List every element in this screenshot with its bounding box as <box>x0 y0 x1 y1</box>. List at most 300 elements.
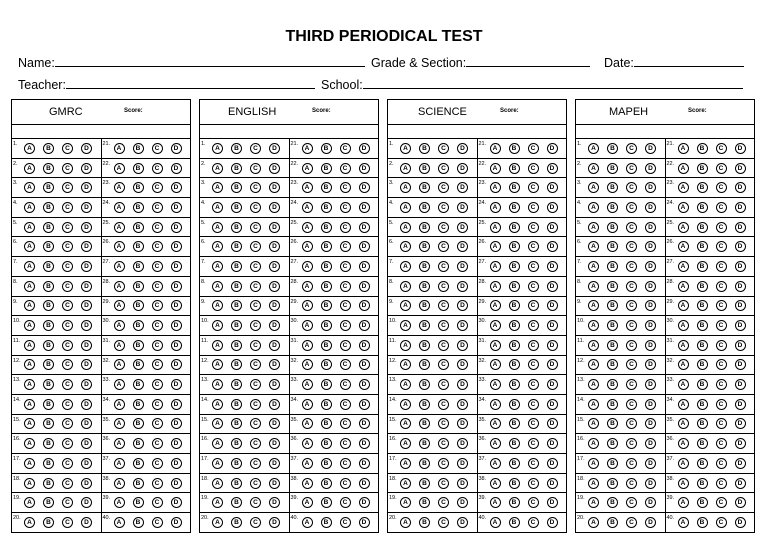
choice-bubble-c[interactable]: C <box>62 163 73 174</box>
choice-bubble-a[interactable]: A <box>490 478 501 489</box>
choice-bubble-d[interactable]: D <box>269 458 280 469</box>
choice-bubble-b[interactable]: B <box>419 241 430 252</box>
choice-bubble-b[interactable]: B <box>231 517 242 528</box>
choice-bubble-a[interactable]: A <box>490 379 501 390</box>
choice-bubble-a[interactable]: A <box>400 517 411 528</box>
choice-bubble-c[interactable]: C <box>438 202 449 213</box>
choice-bubble-d[interactable]: D <box>81 143 92 154</box>
choice-bubble-b[interactable]: B <box>321 182 332 193</box>
choice-bubble-b[interactable]: B <box>321 320 332 331</box>
choice-bubble-d[interactable]: D <box>735 163 746 174</box>
choice-bubble-d[interactable]: D <box>457 438 468 449</box>
choice-bubble-a[interactable]: A <box>212 300 223 311</box>
choice-bubble-a[interactable]: A <box>678 281 689 292</box>
choice-bubble-c[interactable]: C <box>716 478 727 489</box>
choice-bubble-a[interactable]: A <box>114 438 125 449</box>
choice-bubble-b[interactable]: B <box>43 300 54 311</box>
choice-bubble-b[interactable]: B <box>509 300 520 311</box>
choice-bubble-d[interactable]: D <box>81 478 92 489</box>
choice-bubble-a[interactable]: A <box>114 143 125 154</box>
choice-bubble-a[interactable]: A <box>588 517 599 528</box>
choice-bubble-c[interactable]: C <box>528 300 539 311</box>
choice-bubble-c[interactable]: C <box>340 497 351 508</box>
choice-bubble-b[interactable]: B <box>697 340 708 351</box>
choice-bubble-a[interactable]: A <box>114 202 125 213</box>
choice-bubble-b[interactable]: B <box>133 418 144 429</box>
choice-bubble-b[interactable]: B <box>419 182 430 193</box>
choice-bubble-b[interactable]: B <box>697 359 708 370</box>
choice-bubble-d[interactable]: D <box>81 517 92 528</box>
choice-bubble-b[interactable]: B <box>133 478 144 489</box>
choice-bubble-a[interactable]: A <box>400 320 411 331</box>
choice-bubble-b[interactable]: B <box>133 241 144 252</box>
choice-bubble-a[interactable]: A <box>400 399 411 410</box>
choice-bubble-b[interactable]: B <box>133 182 144 193</box>
choice-bubble-c[interactable]: C <box>528 379 539 390</box>
choice-bubble-b[interactable]: B <box>607 320 618 331</box>
choice-bubble-d[interactable]: D <box>457 202 468 213</box>
choice-bubble-b[interactable]: B <box>509 241 520 252</box>
choice-bubble-d[interactable]: D <box>171 281 182 292</box>
choice-bubble-a[interactable]: A <box>212 418 223 429</box>
choice-bubble-a[interactable]: A <box>212 163 223 174</box>
choice-bubble-d[interactable]: D <box>359 379 370 390</box>
choice-bubble-d[interactable]: D <box>547 300 558 311</box>
choice-bubble-d[interactable]: D <box>359 163 370 174</box>
choice-bubble-b[interactable]: B <box>133 399 144 410</box>
choice-bubble-d[interactable]: D <box>645 438 656 449</box>
choice-bubble-c[interactable]: C <box>62 438 73 449</box>
choice-bubble-a[interactable]: A <box>302 163 313 174</box>
choice-bubble-d[interactable]: D <box>735 438 746 449</box>
score-field[interactable] <box>12 125 190 139</box>
choice-bubble-d[interactable]: D <box>269 202 280 213</box>
choice-bubble-d[interactable]: D <box>81 359 92 370</box>
choice-bubble-d[interactable]: D <box>547 320 558 331</box>
choice-bubble-b[interactable]: B <box>697 143 708 154</box>
choice-bubble-b[interactable]: B <box>43 202 54 213</box>
choice-bubble-c[interactable]: C <box>626 458 637 469</box>
choice-bubble-b[interactable]: B <box>419 478 430 489</box>
choice-bubble-a[interactable]: A <box>212 202 223 213</box>
choice-bubble-d[interactable]: D <box>645 222 656 233</box>
choice-bubble-d[interactable]: D <box>81 222 92 233</box>
choice-bubble-d[interactable]: D <box>269 222 280 233</box>
choice-bubble-d[interactable]: D <box>645 517 656 528</box>
choice-bubble-b[interactable]: B <box>607 438 618 449</box>
choice-bubble-b[interactable]: B <box>697 261 708 272</box>
choice-bubble-d[interactable]: D <box>359 143 370 154</box>
choice-bubble-c[interactable]: C <box>438 320 449 331</box>
choice-bubble-b[interactable]: B <box>231 418 242 429</box>
choice-bubble-d[interactable]: D <box>81 320 92 331</box>
choice-bubble-a[interactable]: A <box>212 359 223 370</box>
choice-bubble-b[interactable]: B <box>231 438 242 449</box>
choice-bubble-b[interactable]: B <box>419 163 430 174</box>
choice-bubble-c[interactable]: C <box>340 300 351 311</box>
choice-bubble-d[interactable]: D <box>547 340 558 351</box>
choice-bubble-d[interactable]: D <box>547 222 558 233</box>
choice-bubble-d[interactable]: D <box>269 241 280 252</box>
choice-bubble-a[interactable]: A <box>302 261 313 272</box>
choice-bubble-c[interactable]: C <box>438 241 449 252</box>
choice-bubble-b[interactable]: B <box>231 281 242 292</box>
choice-bubble-b[interactable]: B <box>697 182 708 193</box>
choice-bubble-d[interactable]: D <box>81 399 92 410</box>
choice-bubble-c[interactable]: C <box>62 458 73 469</box>
choice-bubble-c[interactable]: C <box>340 241 351 252</box>
choice-bubble-b[interactable]: B <box>509 478 520 489</box>
choice-bubble-c[interactable]: C <box>250 202 261 213</box>
choice-bubble-d[interactable]: D <box>457 359 468 370</box>
choice-bubble-d[interactable]: D <box>359 222 370 233</box>
choice-bubble-c[interactable]: C <box>62 261 73 272</box>
choice-bubble-b[interactable]: B <box>133 379 144 390</box>
choice-bubble-b[interactable]: B <box>509 281 520 292</box>
choice-bubble-b[interactable]: B <box>133 202 144 213</box>
choice-bubble-b[interactable]: B <box>321 241 332 252</box>
choice-bubble-d[interactable]: D <box>81 182 92 193</box>
choice-bubble-a[interactable]: A <box>302 458 313 469</box>
choice-bubble-c[interactable]: C <box>528 143 539 154</box>
choice-bubble-c[interactable]: C <box>250 438 261 449</box>
choice-bubble-a[interactable]: A <box>114 517 125 528</box>
choice-bubble-c[interactable]: C <box>528 478 539 489</box>
choice-bubble-c[interactable]: C <box>152 458 163 469</box>
choice-bubble-a[interactable]: A <box>24 418 35 429</box>
choice-bubble-c[interactable]: C <box>340 478 351 489</box>
choice-bubble-a[interactable]: A <box>212 261 223 272</box>
choice-bubble-b[interactable]: B <box>321 379 332 390</box>
choice-bubble-d[interactable]: D <box>457 182 468 193</box>
choice-bubble-d[interactable]: D <box>171 517 182 528</box>
choice-bubble-a[interactable]: A <box>678 478 689 489</box>
choice-bubble-b[interactable]: B <box>697 300 708 311</box>
choice-bubble-b[interactable]: B <box>697 418 708 429</box>
choice-bubble-b[interactable]: B <box>43 458 54 469</box>
choice-bubble-d[interactable]: D <box>171 143 182 154</box>
choice-bubble-d[interactable]: D <box>81 340 92 351</box>
choice-bubble-b[interactable]: B <box>509 202 520 213</box>
choice-bubble-a[interactable]: A <box>490 222 501 233</box>
choice-bubble-a[interactable]: A <box>490 320 501 331</box>
choice-bubble-a[interactable]: A <box>490 261 501 272</box>
choice-bubble-c[interactable]: C <box>626 340 637 351</box>
choice-bubble-a[interactable]: A <box>302 222 313 233</box>
choice-bubble-a[interactable]: A <box>24 261 35 272</box>
choice-bubble-b[interactable]: B <box>607 300 618 311</box>
choice-bubble-d[interactable]: D <box>269 478 280 489</box>
choice-bubble-a[interactable]: A <box>114 300 125 311</box>
choice-bubble-c[interactable]: C <box>62 320 73 331</box>
choice-bubble-d[interactable]: D <box>547 379 558 390</box>
choice-bubble-a[interactable]: A <box>400 222 411 233</box>
choice-bubble-c[interactable]: C <box>250 143 261 154</box>
choice-bubble-b[interactable]: B <box>419 379 430 390</box>
choice-bubble-b[interactable]: B <box>419 458 430 469</box>
choice-bubble-b[interactable]: B <box>509 143 520 154</box>
choice-bubble-b[interactable]: B <box>43 241 54 252</box>
choice-bubble-a[interactable]: A <box>24 399 35 410</box>
choice-bubble-c[interactable]: C <box>528 163 539 174</box>
choice-bubble-a[interactable]: A <box>678 163 689 174</box>
choice-bubble-a[interactable]: A <box>302 497 313 508</box>
choice-bubble-c[interactable]: C <box>626 281 637 292</box>
grade-section-field[interactable] <box>466 54 590 67</box>
choice-bubble-d[interactable]: D <box>359 418 370 429</box>
choice-bubble-c[interactable]: C <box>152 399 163 410</box>
choice-bubble-d[interactable]: D <box>171 202 182 213</box>
choice-bubble-b[interactable]: B <box>607 379 618 390</box>
choice-bubble-b[interactable]: B <box>419 340 430 351</box>
choice-bubble-a[interactable]: A <box>302 300 313 311</box>
choice-bubble-b[interactable]: B <box>43 438 54 449</box>
choice-bubble-c[interactable]: C <box>626 399 637 410</box>
choice-bubble-a[interactable]: A <box>24 300 35 311</box>
choice-bubble-a[interactable]: A <box>302 143 313 154</box>
choice-bubble-b[interactable]: B <box>321 340 332 351</box>
choice-bubble-c[interactable]: C <box>438 478 449 489</box>
choice-bubble-d[interactable]: D <box>547 359 558 370</box>
choice-bubble-d[interactable]: D <box>269 517 280 528</box>
choice-bubble-c[interactable]: C <box>152 497 163 508</box>
choice-bubble-a[interactable]: A <box>678 418 689 429</box>
choice-bubble-c[interactable]: C <box>250 241 261 252</box>
choice-bubble-a[interactable]: A <box>490 300 501 311</box>
choice-bubble-c[interactable]: C <box>716 182 727 193</box>
choice-bubble-c[interactable]: C <box>152 281 163 292</box>
choice-bubble-b[interactable]: B <box>509 379 520 390</box>
choice-bubble-b[interactable]: B <box>133 281 144 292</box>
choice-bubble-d[interactable]: D <box>269 163 280 174</box>
choice-bubble-d[interactable]: D <box>735 478 746 489</box>
choice-bubble-d[interactable]: D <box>457 320 468 331</box>
choice-bubble-d[interactable]: D <box>269 497 280 508</box>
choice-bubble-b[interactable]: B <box>231 222 242 233</box>
choice-bubble-b[interactable]: B <box>133 320 144 331</box>
choice-bubble-c[interactable]: C <box>626 163 637 174</box>
choice-bubble-d[interactable]: D <box>269 418 280 429</box>
choice-bubble-d[interactable]: D <box>735 320 746 331</box>
choice-bubble-b[interactable]: B <box>419 300 430 311</box>
choice-bubble-b[interactable]: B <box>697 379 708 390</box>
choice-bubble-a[interactable]: A <box>678 359 689 370</box>
choice-bubble-c[interactable]: C <box>152 418 163 429</box>
choice-bubble-c[interactable]: C <box>62 497 73 508</box>
choice-bubble-c[interactable]: C <box>62 340 73 351</box>
choice-bubble-c[interactable]: C <box>438 261 449 272</box>
choice-bubble-c[interactable]: C <box>528 261 539 272</box>
choice-bubble-c[interactable]: C <box>716 438 727 449</box>
choice-bubble-d[interactable]: D <box>171 182 182 193</box>
teacher-field[interactable] <box>66 76 315 89</box>
choice-bubble-c[interactable]: C <box>152 340 163 351</box>
choice-bubble-b[interactable]: B <box>419 517 430 528</box>
choice-bubble-d[interactable]: D <box>171 241 182 252</box>
choice-bubble-d[interactable]: D <box>171 438 182 449</box>
choice-bubble-c[interactable]: C <box>438 399 449 410</box>
choice-bubble-d[interactable]: D <box>269 340 280 351</box>
score-field[interactable] <box>576 125 754 139</box>
choice-bubble-a[interactable]: A <box>490 399 501 410</box>
choice-bubble-c[interactable]: C <box>340 438 351 449</box>
choice-bubble-b[interactable]: B <box>607 340 618 351</box>
choice-bubble-c[interactable]: C <box>626 478 637 489</box>
choice-bubble-c[interactable]: C <box>62 143 73 154</box>
choice-bubble-d[interactable]: D <box>81 379 92 390</box>
choice-bubble-b[interactable]: B <box>231 143 242 154</box>
choice-bubble-d[interactable]: D <box>735 418 746 429</box>
choice-bubble-d[interactable]: D <box>547 202 558 213</box>
choice-bubble-b[interactable]: B <box>43 359 54 370</box>
choice-bubble-a[interactable]: A <box>302 379 313 390</box>
choice-bubble-a[interactable]: A <box>400 418 411 429</box>
choice-bubble-c[interactable]: C <box>250 478 261 489</box>
choice-bubble-c[interactable]: C <box>340 320 351 331</box>
choice-bubble-b[interactable]: B <box>231 320 242 331</box>
choice-bubble-c[interactable]: C <box>340 182 351 193</box>
choice-bubble-d[interactable]: D <box>359 182 370 193</box>
choice-bubble-d[interactable]: D <box>645 399 656 410</box>
choice-bubble-b[interactable]: B <box>607 497 618 508</box>
choice-bubble-b[interactable]: B <box>697 163 708 174</box>
choice-bubble-c[interactable]: C <box>528 320 539 331</box>
choice-bubble-b[interactable]: B <box>419 438 430 449</box>
choice-bubble-c[interactable]: C <box>152 478 163 489</box>
choice-bubble-b[interactable]: B <box>419 281 430 292</box>
choice-bubble-a[interactable]: A <box>24 222 35 233</box>
choice-bubble-d[interactable]: D <box>269 143 280 154</box>
choice-bubble-a[interactable]: A <box>400 281 411 292</box>
choice-bubble-a[interactable]: A <box>490 182 501 193</box>
choice-bubble-a[interactable]: A <box>24 458 35 469</box>
choice-bubble-c[interactable]: C <box>340 202 351 213</box>
choice-bubble-c[interactable]: C <box>716 241 727 252</box>
choice-bubble-a[interactable]: A <box>588 438 599 449</box>
choice-bubble-c[interactable]: C <box>250 320 261 331</box>
choice-bubble-b[interactable]: B <box>43 497 54 508</box>
choice-bubble-a[interactable]: A <box>588 261 599 272</box>
choice-bubble-c[interactable]: C <box>438 143 449 154</box>
choice-bubble-b[interactable]: B <box>321 143 332 154</box>
choice-bubble-c[interactable]: C <box>250 163 261 174</box>
choice-bubble-c[interactable]: C <box>250 300 261 311</box>
choice-bubble-c[interactable]: C <box>626 222 637 233</box>
choice-bubble-a[interactable]: A <box>302 478 313 489</box>
choice-bubble-b[interactable]: B <box>419 497 430 508</box>
choice-bubble-d[interactable]: D <box>735 379 746 390</box>
choice-bubble-b[interactable]: B <box>509 497 520 508</box>
choice-bubble-b[interactable]: B <box>321 438 332 449</box>
choice-bubble-a[interactable]: A <box>588 300 599 311</box>
choice-bubble-b[interactable]: B <box>509 320 520 331</box>
choice-bubble-b[interactable]: B <box>321 497 332 508</box>
choice-bubble-c[interactable]: C <box>340 163 351 174</box>
choice-bubble-a[interactable]: A <box>24 163 35 174</box>
choice-bubble-a[interactable]: A <box>212 438 223 449</box>
choice-bubble-c[interactable]: C <box>340 399 351 410</box>
choice-bubble-a[interactable]: A <box>400 261 411 272</box>
choice-bubble-c[interactable]: C <box>438 359 449 370</box>
choice-bubble-d[interactable]: D <box>269 182 280 193</box>
choice-bubble-d[interactable]: D <box>735 281 746 292</box>
choice-bubble-a[interactable]: A <box>114 241 125 252</box>
choice-bubble-b[interactable]: B <box>43 379 54 390</box>
choice-bubble-c[interactable]: C <box>438 281 449 292</box>
choice-bubble-a[interactable]: A <box>24 359 35 370</box>
choice-bubble-a[interactable]: A <box>114 478 125 489</box>
choice-bubble-b[interactable]: B <box>231 202 242 213</box>
choice-bubble-b[interactable]: B <box>607 241 618 252</box>
choice-bubble-a[interactable]: A <box>490 458 501 469</box>
choice-bubble-b[interactable]: B <box>697 202 708 213</box>
choice-bubble-a[interactable]: A <box>24 340 35 351</box>
choice-bubble-d[interactable]: D <box>735 182 746 193</box>
choice-bubble-c[interactable]: C <box>62 281 73 292</box>
choice-bubble-c[interactable]: C <box>528 418 539 429</box>
choice-bubble-b[interactable]: B <box>607 163 618 174</box>
choice-bubble-a[interactable]: A <box>114 497 125 508</box>
choice-bubble-a[interactable]: A <box>114 458 125 469</box>
choice-bubble-c[interactable]: C <box>62 202 73 213</box>
choice-bubble-c[interactable]: C <box>716 261 727 272</box>
choice-bubble-d[interactable]: D <box>269 359 280 370</box>
choice-bubble-a[interactable]: A <box>302 320 313 331</box>
choice-bubble-d[interactable]: D <box>171 340 182 351</box>
choice-bubble-d[interactable]: D <box>457 418 468 429</box>
choice-bubble-d[interactable]: D <box>269 320 280 331</box>
choice-bubble-b[interactable]: B <box>419 202 430 213</box>
choice-bubble-b[interactable]: B <box>607 517 618 528</box>
choice-bubble-b[interactable]: B <box>43 222 54 233</box>
choice-bubble-a[interactable]: A <box>490 281 501 292</box>
choice-bubble-a[interactable]: A <box>678 497 689 508</box>
choice-bubble-b[interactable]: B <box>509 399 520 410</box>
choice-bubble-a[interactable]: A <box>212 143 223 154</box>
choice-bubble-c[interactable]: C <box>62 359 73 370</box>
choice-bubble-d[interactable]: D <box>645 379 656 390</box>
choice-bubble-c[interactable]: C <box>626 182 637 193</box>
choice-bubble-a[interactable]: A <box>24 143 35 154</box>
choice-bubble-c[interactable]: C <box>438 517 449 528</box>
choice-bubble-c[interactable]: C <box>438 222 449 233</box>
choice-bubble-b[interactable]: B <box>43 517 54 528</box>
choice-bubble-a[interactable]: A <box>114 379 125 390</box>
choice-bubble-b[interactable]: B <box>697 281 708 292</box>
choice-bubble-c[interactable]: C <box>62 241 73 252</box>
choice-bubble-b[interactable]: B <box>321 517 332 528</box>
choice-bubble-a[interactable]: A <box>588 222 599 233</box>
choice-bubble-c[interactable]: C <box>152 300 163 311</box>
choice-bubble-a[interactable]: A <box>588 241 599 252</box>
choice-bubble-a[interactable]: A <box>114 320 125 331</box>
choice-bubble-b[interactable]: B <box>133 340 144 351</box>
choice-bubble-a[interactable]: A <box>588 458 599 469</box>
choice-bubble-d[interactable]: D <box>547 438 558 449</box>
choice-bubble-c[interactable]: C <box>438 182 449 193</box>
choice-bubble-d[interactable]: D <box>81 261 92 272</box>
choice-bubble-a[interactable]: A <box>114 359 125 370</box>
choice-bubble-c[interactable]: C <box>716 222 727 233</box>
choice-bubble-b[interactable]: B <box>697 458 708 469</box>
choice-bubble-a[interactable]: A <box>114 222 125 233</box>
choice-bubble-c[interactable]: C <box>716 281 727 292</box>
choice-bubble-a[interactable]: A <box>302 359 313 370</box>
date-field[interactable] <box>634 54 744 67</box>
choice-bubble-d[interactable]: D <box>457 163 468 174</box>
choice-bubble-a[interactable]: A <box>400 359 411 370</box>
choice-bubble-a[interactable]: A <box>400 340 411 351</box>
